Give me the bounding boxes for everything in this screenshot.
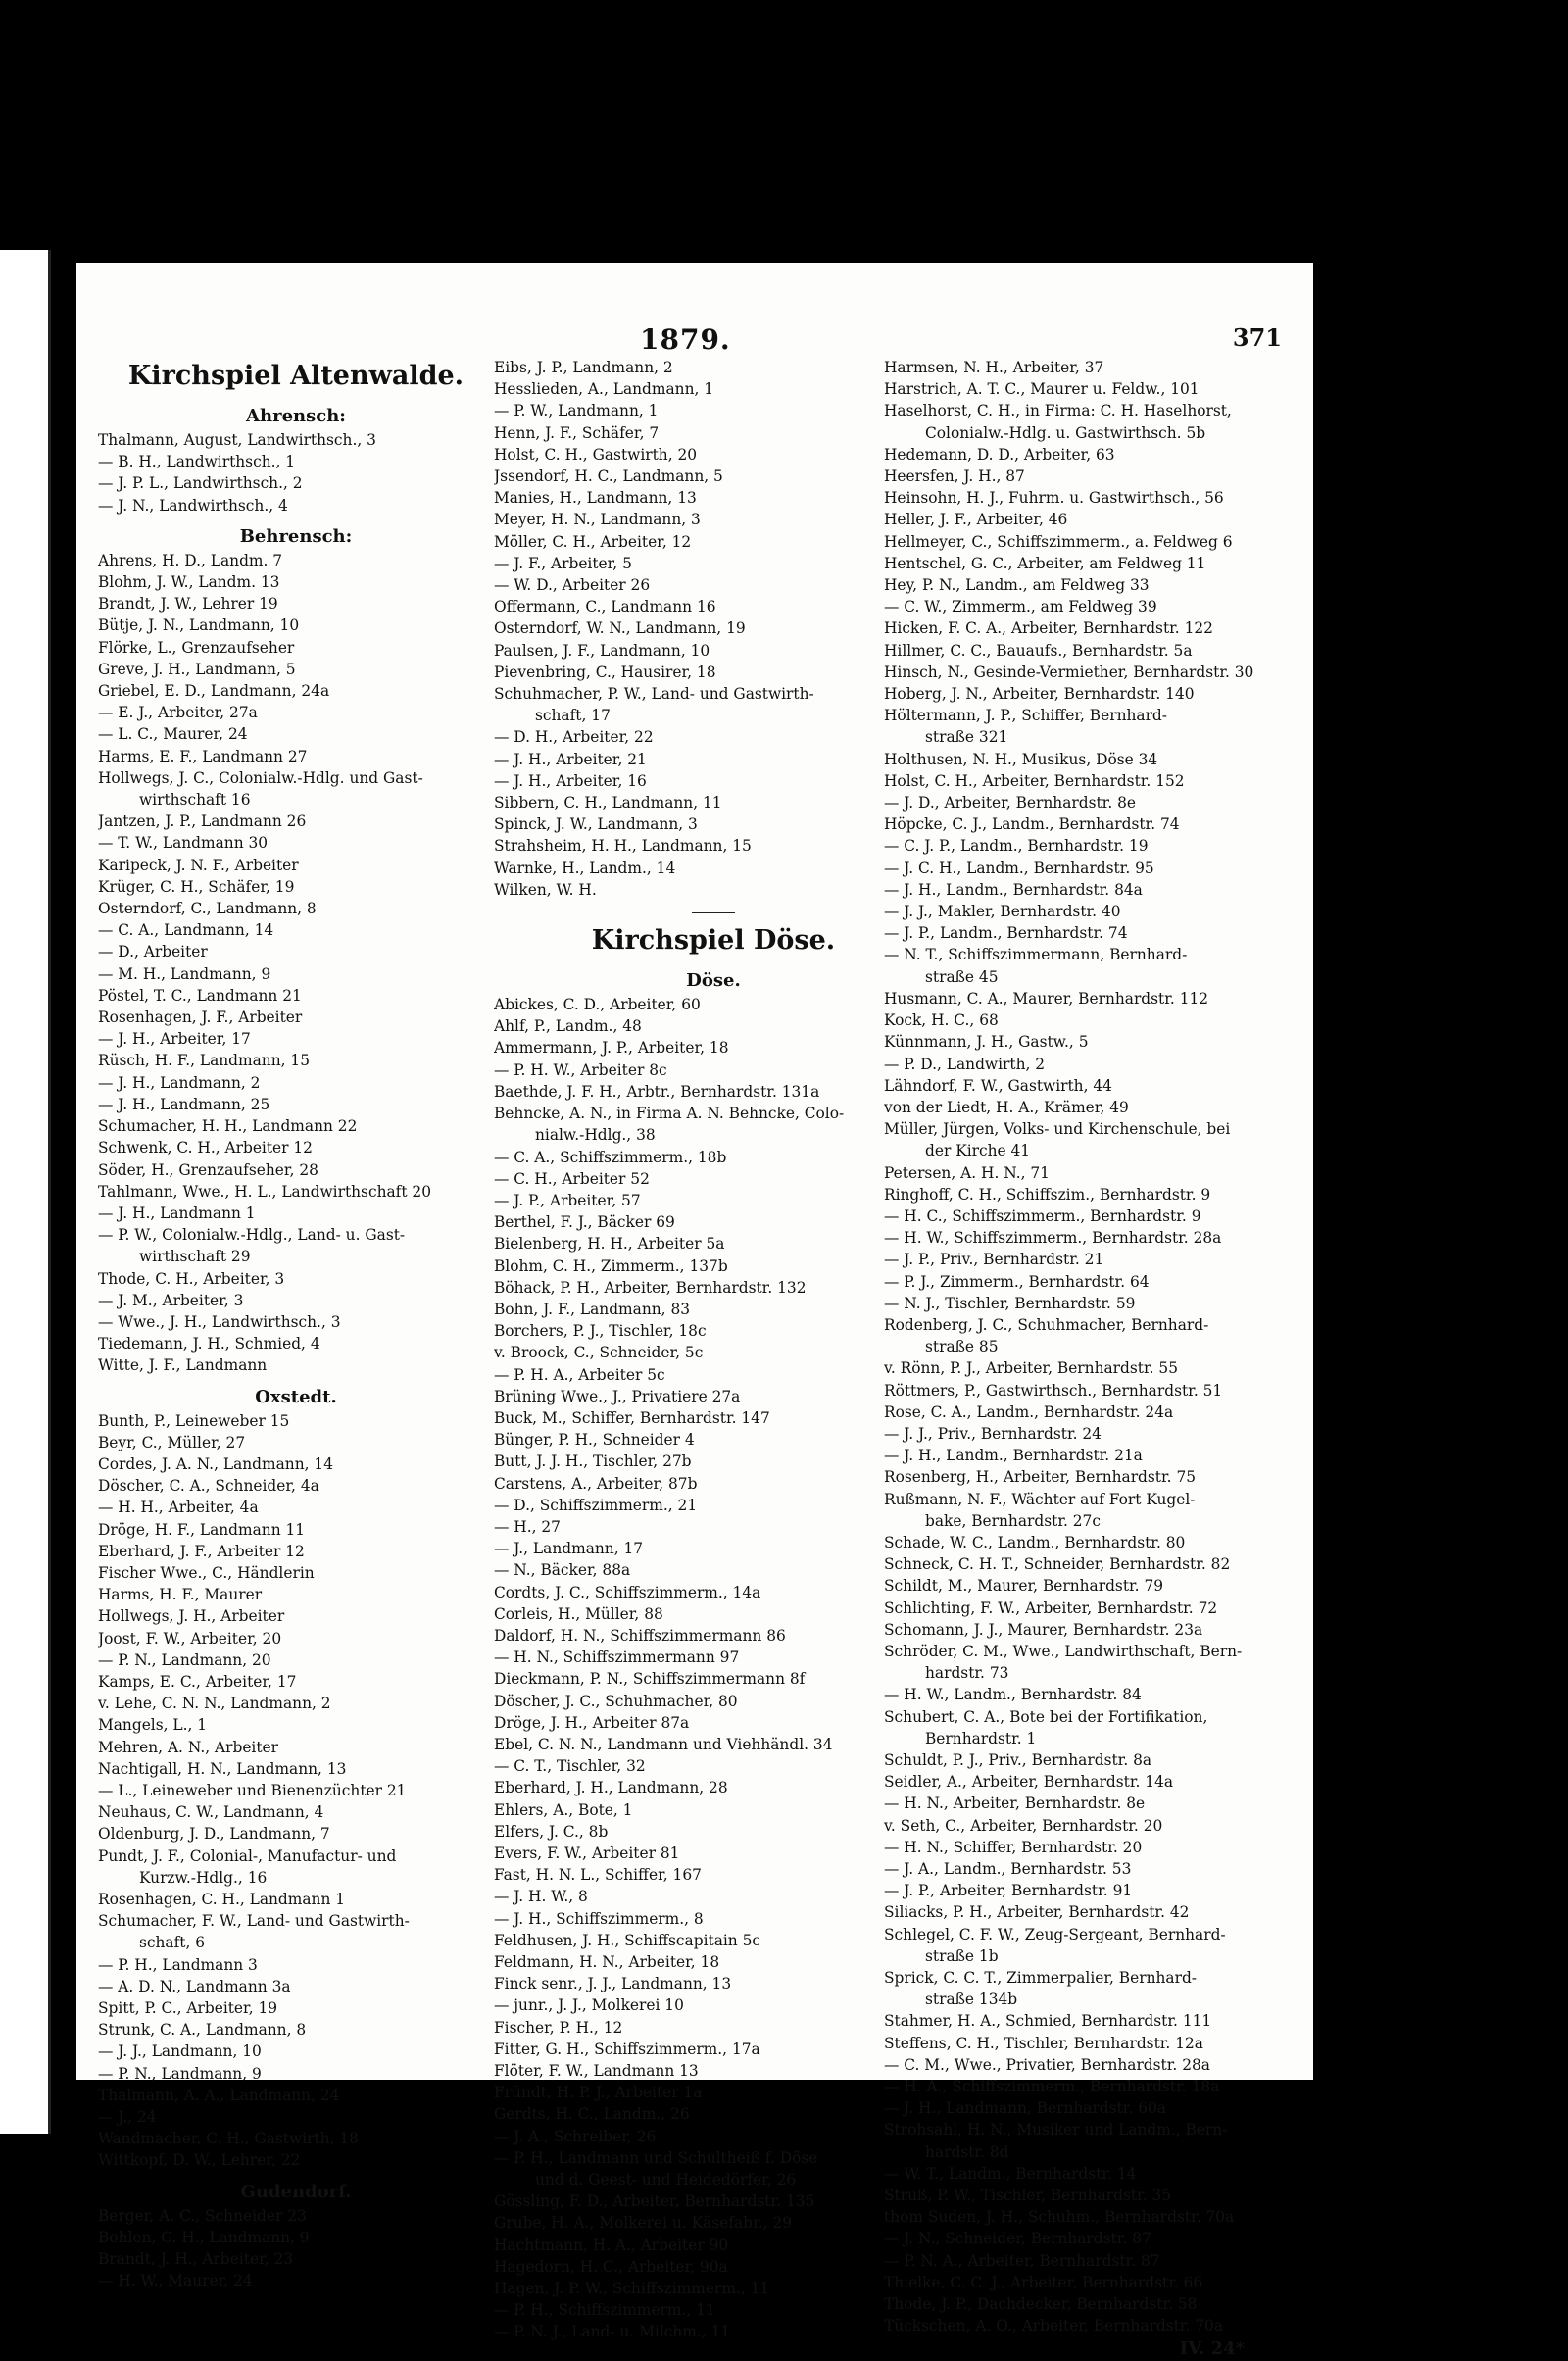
directory-entry: — J. M., Arbeiter, 3 <box>98 1291 244 1309</box>
directory-entry: Tückschen, A. O., Arbeiter, Bernhardstr. 70a <box>884 2317 1224 2336</box>
directory-entry: — J. H., Landmann 1 <box>98 1204 256 1222</box>
directory-entry: Ringhoff, C. H., Schiffszim., Bernhardstr. 9 <box>884 1185 1211 1204</box>
directory-entry: — P. N. J., Land- u. Milchm., 11 <box>494 2323 731 2341</box>
directory-entry: — J. A., Landm., Bernhardstr. 53 <box>884 1860 1132 1879</box>
signature-mark: IV. 24* <box>1179 2338 1245 2360</box>
directory-entry: Rosenhagen, J. F., Arbeiter <box>98 1008 303 1027</box>
directory-entry: Wittkopf, D. W., Lehrer, 22 <box>98 2151 301 2170</box>
directory-entry: Söder, H., Grenzaufseher, 28 <box>98 1160 318 1179</box>
directory-entry: Hoberg, J. N., Arbeiter, Bernhardstr. 140 <box>884 685 1195 704</box>
directory-entry: Pundt, J. F., Colonial-, Manufactur- und <box>98 1846 397 1865</box>
directory-entry: Rüsch, H. F., Landmann, 15 <box>98 1052 311 1070</box>
directory-entry: Fründt, H. P. J., Arbeiter 1a <box>494 2084 703 2102</box>
directory-entry: Pievenbring, C., Hausirer, 18 <box>494 663 716 681</box>
directory-entry: Holthusen, N. H., Musikus, Döse 34 <box>884 750 1158 768</box>
directory-entry: — J. H., Landmann, 2 <box>98 1073 261 1092</box>
directory-entry: Mehren, A. N., Arbeiter <box>98 1738 279 1756</box>
directory-entry: Schade, W. C., Landm., Bernhardstr. 80 <box>884 1533 1186 1551</box>
column-left <box>98 357 494 2291</box>
directory-entry-continuation: der Kirche 41 <box>925 1142 1031 1160</box>
directory-entry: — J., Landmann, 17 <box>494 1540 644 1558</box>
page-number: 371 <box>1232 323 1282 352</box>
directory-entry: — J. H., Landm., Bernhardstr. 21a <box>884 1447 1143 1465</box>
directory-entry: Eibs, J. P., Landmann, 2 <box>494 359 673 376</box>
directory-entry: Eberhard, J. F., Arbeiter 12 <box>98 1542 305 1560</box>
directory-entry: Nachtigall, H. N., Landmann, 13 <box>98 1759 347 1778</box>
directory-entry: — C. T., Tischler, 32 <box>494 1757 646 1776</box>
directory-entry: — J. A., Schreiber, 26 <box>494 2127 657 2145</box>
directory-entry: Daldorf, H. N., Schiffszimmermann 86 <box>494 1626 786 1645</box>
directory-entry: Cordts, J. C., Schiffszimmerm., 14a <box>494 1583 761 1601</box>
directory-entry: — P. H., Schiffszimmerm., 11 <box>494 2301 715 2320</box>
directory-entry: Brüning Wwe., J., Privatiere 27a <box>494 1387 741 1405</box>
directory-entry: Buck, M., Schiffer, Bernhardstr. 147 <box>494 1408 770 1427</box>
directory-entry: — J. H., Arbeiter, 21 <box>494 750 647 768</box>
directory-entry: — J. J., Priv., Bernhardstr. 24 <box>884 1424 1102 1443</box>
locality-heading: Ahrensch: <box>246 406 346 426</box>
directory-entry: — J. D., Arbeiter, Bernhardstr. 8e <box>884 794 1137 812</box>
directory-entry: Flörke, L., Grenzaufseher <box>98 638 295 657</box>
directory-entry: Grube, H. A., Molkerei u. Käsefabr., 29 <box>494 2214 792 2233</box>
directory-entry: Strunk, C. A., Landmann, 8 <box>98 2021 307 2040</box>
directory-entry: — J. P., Priv., Bernhardstr. 21 <box>884 1251 1104 1269</box>
directory-entry-continuation: hardstr. 73 <box>925 1664 1009 1683</box>
directory-entry: Stahmer, H. A., Schmied, Bernhardstr. 111 <box>884 2012 1212 2031</box>
directory-entry: Höpcke, C. J., Landm., Bernhardstr. 74 <box>884 815 1180 834</box>
directory-entry: Neuhaus, C. W., Landmann, 4 <box>98 1803 324 1822</box>
directory-entry: Rußmann, N. F., Wächter auf Fort Kugel- <box>884 1490 1196 1508</box>
directory-entry: — B. H., Landwirthsch., 1 <box>98 453 296 471</box>
directory-entry: Kamps, E. C., Arbeiter, 17 <box>98 1672 297 1691</box>
directory-entry: — J., 24 <box>98 2108 157 2127</box>
directory-entry: Müller, Jürgen, Volks- und Kirchenschule, bei <box>884 1120 1231 1139</box>
locality-heading: Gudendorf. <box>240 2181 352 2202</box>
directory-entry: Strahsheim, H. H., Landmann, 15 <box>494 837 752 856</box>
directory-entry: — J. H., Schiffszimmerm., 8 <box>494 1909 704 1928</box>
directory-entry: Rosenberg, H., Arbeiter, Bernhardstr. 75 <box>884 1468 1197 1487</box>
directory-entry: — W. T., Landm., Bernhardstr. 14 <box>884 2164 1137 2183</box>
directory-entry: Schröder, C. M., Wwe., Landwirthschaft, Bern- <box>884 1642 1243 1660</box>
directory-entry: v. Broock, C., Schneider, 5c <box>494 1344 704 1362</box>
directory-entry: — junr., J. J., Molkerei 10 <box>494 1996 684 2015</box>
page-header <box>76 323 1313 357</box>
directory-entry: — D., Schiffszimmerm., 21 <box>494 1496 698 1514</box>
directory-entry: Fitter, G. H., Schiffszimmerm., 17a <box>494 2040 760 2058</box>
directory-entry: Evers, F. W., Arbeiter 81 <box>494 1845 680 1862</box>
directory-entry: Schlichting, F. W., Arbeiter, Bernhardstr. 72 <box>884 1599 1218 1617</box>
directory-entry-continuation: wirthschaft 16 <box>139 791 251 810</box>
directory-entry: Struß, P. W., Tischler, Bernhardstr. 35 <box>884 2187 1172 2205</box>
directory-entry: — H. N., Schiffer, Bernhardstr. 20 <box>884 1838 1143 1856</box>
directory-entry: Karipeck, J. N. F., Arbeiter <box>98 856 299 874</box>
directory-entry: — P. H. W., Arbeiter 8c <box>494 1060 667 1079</box>
directory-entry: — H. C., Schiffszimmerm., Bernhardstr. 9 <box>884 1206 1201 1225</box>
directory-entry: Hentschel, G. C., Arbeiter, am Feldweg 11 <box>884 554 1206 572</box>
directory-entry: — W. D., Arbeiter 26 <box>494 576 651 595</box>
directory-entry: Ahlf, P., Landm., 48 <box>494 1017 642 1036</box>
directory-entry: Carstens, A., Arbeiter, 87b <box>494 1474 698 1493</box>
directory-entry: Hachtmann, H. A., Arbeiter 90 <box>494 2236 729 2254</box>
directory-entry: — H. W., Schiffszimmerm., Bernhardstr. 28a <box>884 1229 1222 1248</box>
directory-entry: v. Seth, C., Arbeiter, Bernhardstr. 20 <box>884 1816 1163 1835</box>
directory-entry: Heersfen, J. H., 87 <box>884 467 1025 486</box>
page-gutter <box>48 250 51 2134</box>
directory-entry: Osterndorf, W. N., Landmann, 19 <box>494 619 746 638</box>
directory-page <box>76 263 1313 2360</box>
directory-entry: Berthel, F. J., Bäcker 69 <box>494 1213 675 1232</box>
directory-entry: v. Rönn, P. J., Arbeiter, Bernhardstr. 55 <box>884 1359 1178 1378</box>
directory-entry: Krüger, C. H., Schäfer, 19 <box>98 877 295 896</box>
directory-entry-continuation: nialw.-Hdlg., 38 <box>535 1126 656 1145</box>
directory-entry: Wandmacher, C. H., Gastwirth, 18 <box>98 2130 359 2148</box>
directory-entry: von der Liedt, H. A., Krämer, 49 <box>884 1098 1129 1116</box>
directory-entry: Schwenk, C. H., Arbeiter 12 <box>98 1139 313 1157</box>
directory-entry: Harms, E. F., Landmann 27 <box>98 747 308 765</box>
directory-entry: Husmann, C. A., Maurer, Bernhardstr. 112 <box>884 989 1209 1008</box>
directory-entry: — C. A., Schiffszimmerm., 18b <box>494 1148 727 1166</box>
directory-entry: — J. H. W., 8 <box>494 1888 588 1906</box>
directory-entry: — H. W., Maurer, 24 <box>98 2272 253 2290</box>
directory-entry: Hedemann, D. D., Arbeiter, 63 <box>884 445 1115 464</box>
directory-entry: Schomann, J. J., Maurer, Bernhardstr. 23a <box>884 1620 1203 1639</box>
directory-entry: — J. N., Schneider, Bernhardstr. 87 <box>884 2230 1152 2248</box>
directory-entry: — Wwe., J. H., Landwirthsch., 3 <box>98 1312 341 1331</box>
directory-entry: thom Suden, J. H., Schuhm., Bernhardstr. 70a <box>884 2208 1235 2227</box>
directory-entry: Hey, P. N., Landm., am Feldweg 33 <box>884 576 1150 595</box>
section-divider <box>692 912 735 913</box>
directory-entry: — P. J., Zimmerm., Bernhardstr. 64 <box>884 1272 1150 1291</box>
directory-entry: Lähndorf, F. W., Gastwirth, 44 <box>884 1076 1112 1095</box>
directory-entry: Schubert, C. A., Bote bei der Fortifikation, <box>884 1707 1208 1726</box>
directory-entry-continuation: straße 85 <box>925 1338 999 1356</box>
directory-entry: — J. J., Makler, Bernhardstr. 40 <box>884 903 1121 921</box>
directory-entry-continuation: und d. Geest- und Heidedörfer, 26 <box>535 2171 797 2189</box>
directory-entry: Rosenhagen, C. H., Landmann 1 <box>98 1891 346 1908</box>
directory-entry: Cordes, J. A. N., Landmann, 14 <box>98 1454 333 1473</box>
directory-entry-continuation: straße 321 <box>925 728 1008 747</box>
directory-entry: Jantzen, J. P., Landmann 26 <box>98 812 307 831</box>
directory-entry-continuation: schaft, 17 <box>535 707 611 725</box>
directory-entry: Borchers, P. J., Tischler, 18c <box>494 1322 707 1341</box>
directory-entry: — A. D. N., Landmann 3a <box>98 1977 291 1995</box>
directory-entry: — H. A., Schiffszimmerm., Bernhardstr. 18a <box>884 2078 1220 2096</box>
directory-entry: Pöstel, T. C., Landmann 21 <box>98 986 302 1005</box>
locality-heading: Oxstedt. <box>255 1386 337 1407</box>
directory-entry: Tiedemann, J. H., Schmied, 4 <box>98 1335 320 1353</box>
directory-entry: Höltermann, J. P., Schiffer, Bernhard- <box>884 707 1167 725</box>
directory-entry: — J. H., Landm., Bernhardstr. 84a <box>884 880 1143 899</box>
directory-entry: Ammermann, J. P., Arbeiter, 18 <box>494 1039 729 1058</box>
directory-entry: — H. N., Schiffszimmermann 97 <box>494 1648 740 1667</box>
column-middle <box>494 357 933 2343</box>
directory-entry-continuation: hardstr. 8d <box>925 2142 1009 2161</box>
directory-entry: Butt, J. J. H., Tischler, 27b <box>494 1452 692 1471</box>
directory-entry: Corleis, H., Müller, 88 <box>494 1604 663 1623</box>
directory-entry: Haselhorst, C. H., in Firma: C. H. Haselhorst, <box>884 402 1232 420</box>
directory-entry: Beyr, C., Müller, 27 <box>98 1433 246 1451</box>
directory-entry: Heller, J. F., Arbeiter, 46 <box>884 511 1068 529</box>
directory-entry: Spitt, P. C., Arbeiter, 19 <box>98 1999 278 2018</box>
directory-entry: Ahrens, H. D., Landm. 7 <box>98 551 283 569</box>
directory-entry: Feldmann, H. N., Arbeiter, 18 <box>494 1953 720 1972</box>
directory-entry: Harstrich, A. T. C., Maurer u. Feldw., 101 <box>884 380 1200 399</box>
directory-entry: — H., 27 <box>494 1517 561 1536</box>
directory-entry: Dieckmann, P. N., Schiffszimmermann 8f <box>494 1670 806 1689</box>
directory-entry: Brandt, J. W., Lehrer 19 <box>98 595 278 614</box>
directory-entry: — H. N., Arbeiter, Bernhardstr. 8e <box>884 1795 1146 1813</box>
directory-entry: Spinck, J. W., Landmann, 3 <box>494 815 698 834</box>
directory-entry: Döscher, C. A., Schneider, 4a <box>98 1477 319 1496</box>
directory-entry: — J. P., Landm., Bernhardstr. 74 <box>884 924 1128 943</box>
directory-entry: — J. H., Arbeiter, 17 <box>98 1030 251 1049</box>
directory-entry: Ehlers, A., Bote, 1 <box>494 1800 633 1819</box>
parish-heading: Kirchspiel Döse. <box>591 925 836 957</box>
directory-entry: Thode, J. P., Dachdecker, Bernhardstr. 58 <box>884 2295 1198 2314</box>
directory-entry: Bünger, P. H., Schneider 4 <box>494 1431 695 1450</box>
directory-entry: — P. H., Landmann 3 <box>98 1955 258 1974</box>
directory-entry: Bohn, J. F., Landmann, 83 <box>494 1300 691 1318</box>
directory-entry: Holst, C. H., Arbeiter, Bernhardstr. 152 <box>884 771 1185 790</box>
directory-entry: — J. H., Arbeiter, 16 <box>494 771 647 790</box>
directory-entry: Flöter, F. W., Landmann 13 <box>494 2062 699 2081</box>
page-year: 1879. <box>640 323 731 356</box>
directory-entry: Hagen, J. P. W., Schiffszimmerm., 11 <box>494 2280 770 2298</box>
directory-entry: Berger, A. C., Schneider 23 <box>98 2206 307 2225</box>
directory-entry: — H. H., Arbeiter, 4a <box>98 1499 259 1517</box>
directory-entry-continuation: schaft, 6 <box>139 1934 206 1952</box>
directory-entry: Gössling, F. D., Arbeiter, Bernhardstr. 135 <box>494 2192 815 2211</box>
directory-entry: Sibbern, C. H., Landmann, 11 <box>494 794 722 812</box>
directory-entry: — H. W., Landm., Bernhardstr. 84 <box>884 1686 1142 1704</box>
directory-entry: — P. N., Landmann, 20 <box>98 1650 271 1669</box>
directory-entry: Heinsohn, H. J., Fuhrm. u. Gastwirthsch., 56 <box>884 489 1224 508</box>
directory-entry: Döscher, J. C., Schuhmacher, 80 <box>494 1692 738 1710</box>
directory-entry: — L., Leineweber und Bienenzüchter 21 <box>98 1781 407 1799</box>
directory-entry: — J. H., Landmann, Bernhardstr. 60a <box>884 2099 1166 2118</box>
directory-entry: Dröge, H. F., Landmann 11 <box>98 1520 306 1539</box>
directory-entry: Gerdts, H. C., Landm., 26 <box>494 2105 690 2124</box>
directory-entry: Hagedorn, H. C., Arbeiter, 90a <box>494 2257 728 2276</box>
directory-entry: Jssendorf, H. C., Landmann, 5 <box>494 467 723 486</box>
locality-heading: Döse. <box>686 970 741 992</box>
directory-entry: — T. W., Landmann 30 <box>98 834 269 853</box>
directory-entry: — P. N., Landmann, 9 <box>98 2064 262 2083</box>
directory-entry: — P. W., Landmann, 1 <box>494 402 659 420</box>
directory-entry: Fischer, P. H., 12 <box>494 2018 623 2037</box>
directory-entry: Schuldt, P. J., Priv., Bernhardstr. 8a <box>884 1751 1152 1769</box>
directory-entry: — D. H., Arbeiter, 22 <box>494 728 654 747</box>
directory-entry: Hollwegs, J. H., Arbeiter <box>98 1607 285 1626</box>
directory-entry: Bielenberg, H. H., Arbeiter 5a <box>494 1235 725 1254</box>
directory-entry-continuation: Colonialw.-Hdlg. u. Gastwirthsch. 5b <box>925 423 1206 442</box>
directory-entry: — N. T., Schiffszimmermann, Bernhard- <box>884 946 1188 964</box>
directory-entry: — L. C., Maurer, 24 <box>98 725 248 744</box>
directory-entry: Henn, J. F., Schäfer, 7 <box>494 423 660 442</box>
directory-entry: — J. J., Landmann, 10 <box>98 2042 262 2061</box>
directory-entry: Griebel, E. D., Landmann, 24a <box>98 682 330 701</box>
directory-entry: — J. H., Landmann, 25 <box>98 1095 270 1113</box>
directory-entry: Strohsahl, H. N., Musiker und Landm., Bern- <box>884 2121 1228 2140</box>
directory-entry: Hicken, F. C. A., Arbeiter, Bernhardstr. 122 <box>884 619 1213 638</box>
directory-entry: Harms, H. F., Maurer <box>98 1586 263 1604</box>
directory-entry: — J. N., Landwirthsch., 4 <box>98 496 288 515</box>
directory-entry: Warnke, H., Landm., 14 <box>494 859 676 877</box>
directory-entry: Schlegel, C. F. W., Zeug-Sergeant, Bernhard- <box>884 1925 1226 1943</box>
locality-heading: Behrensch: <box>239 525 353 547</box>
directory-entry: — N. J., Tischler, Bernhardstr. 59 <box>884 1294 1136 1312</box>
column-right <box>884 357 1303 2361</box>
directory-entry: Schumacher, H. H., Landmann 22 <box>98 1117 358 1136</box>
directory-entry: Hellmeyer, C., Schiffszimmerm., a. Feldweg 6 <box>884 532 1233 551</box>
directory-entry: Meyer, H. N., Landmann, 3 <box>494 511 701 529</box>
directory-entry: Hesslieden, A., Landmann, 1 <box>494 380 714 399</box>
directory-entry: Offermann, C., Landmann 16 <box>494 598 716 616</box>
directory-entry: Bohlen, C. H., Landmann, 9 <box>98 2228 310 2246</box>
directory-entry-continuation: Bernhardstr. 1 <box>925 1729 1037 1747</box>
directory-entry: — C. W., Zimmerm., am Feldweg 39 <box>884 598 1157 616</box>
directory-entry: Fast, H. N. L., Schiffer, 167 <box>494 1866 702 1885</box>
directory-entry: Hollwegs, J. C., Colonialw.-Hdlg. und Gast- <box>98 768 423 787</box>
directory-entry: Hillmer, C. C., Bauaufs., Bernhardstr. 5a <box>884 641 1193 660</box>
directory-entry: Rodenberg, J. C., Schuhmacher, Bernhard- <box>884 1315 1209 1334</box>
directory-entry: — E. J., Arbeiter, 27a <box>98 704 258 722</box>
directory-entry: — P. N. A., Arbeiter, Bernhardstr. 87 <box>884 2251 1160 2270</box>
directory-entry: Osterndorf, C., Landmann, 8 <box>98 900 317 918</box>
parish-heading: Kirchspiel Altenwalde. <box>127 361 465 391</box>
directory-entry: Dröge, J. H., Arbeiter 87a <box>494 1713 690 1732</box>
directory-entry: — P. W., Colonialw.-Hdlg., Land- u. Gast- <box>98 1226 406 1245</box>
directory-entry: Eberhard, J. H., Landmann, 28 <box>494 1779 728 1797</box>
directory-entry: Brandt, J. H., Arbeiter, 23 <box>98 2250 294 2269</box>
directory-entry: Möller, C. H., Arbeiter, 12 <box>494 532 692 551</box>
directory-entry: Künnmann, J. H., Gastw., 5 <box>884 1033 1089 1052</box>
directory-entry: Wilken, W. H. <box>494 880 597 899</box>
directory-entry: v. Lehe, C. N. N., Landmann, 2 <box>98 1695 331 1713</box>
directory-entry: Rose, C. A., Landm., Bernhardstr. 24a <box>884 1402 1174 1421</box>
directory-entry: Blohm, J. W., Landm. 13 <box>98 573 280 592</box>
directory-entry: — J. P. L., Landwirthsch., 2 <box>98 474 303 493</box>
directory-entry: — C. A., Landmann, 14 <box>98 921 274 940</box>
directory-entry: Bunth, P., Leineweber 15 <box>98 1411 290 1430</box>
directory-entry: Hinsch, N., Gesinde-Vermiether, Bernhardstr. 30 <box>884 663 1254 681</box>
directory-entry-continuation: straße 1b <box>925 1946 999 1965</box>
directory-entry: Sprick, C. C. T., Zimmerpalier, Bernhard- <box>884 1969 1197 1988</box>
directory-entry: Baethde, J. F. H., Arbtr., Bernhardstr. 131a <box>494 1082 820 1101</box>
directory-entry: Abickes, C. D., Arbeiter, 60 <box>494 996 701 1014</box>
directory-entry-continuation: straße 134b <box>925 1991 1018 2009</box>
directory-entry: Feldhusen, J. H., Schiffscapitain 5c <box>494 1931 761 1949</box>
adjacent-page-edge <box>0 250 51 2134</box>
directory-entry: — C. H., Arbeiter 52 <box>494 1169 650 1188</box>
directory-entry: Blohm, C. H., Zimmerm., 137b <box>494 1256 728 1275</box>
directory-entry: — N., Bäcker, 88a <box>494 1561 631 1580</box>
directory-entry: Böhack, P. H., Arbeiter, Bernhardstr. 132 <box>494 1278 807 1297</box>
directory-entry: — P. H., Landmann und Schultheiß f. Döse <box>494 2148 818 2167</box>
directory-entry-continuation: Kurzw.-Hdlg., 16 <box>139 1868 268 1887</box>
directory-entry-continuation: straße 45 <box>925 967 999 986</box>
directory-entry: Manies, H., Landmann, 13 <box>494 489 697 508</box>
directory-entry: — J. P., Arbeiter, 57 <box>494 1191 641 1209</box>
directory-entry: — J. F., Arbeiter, 5 <box>494 554 632 572</box>
directory-entry: Fischer Wwe., C., Händlerin <box>98 1563 315 1582</box>
directory-entry: Thode, C. H., Arbeiter, 3 <box>98 1269 285 1288</box>
directory-entry: — D., Arbeiter <box>98 943 208 961</box>
directory-entry: Elfers, J. C., 8b <box>494 1822 609 1841</box>
directory-entry: Kock, H. C., 68 <box>884 1011 999 1030</box>
directory-entry: Thielke, C. C. J., Arbeiter, Bernhardstr. 66 <box>884 2273 1203 2291</box>
directory-entry: Paulsen, J. F., Landmann, 10 <box>494 641 710 660</box>
directory-entry: Greve, J. H., Landmann, 5 <box>98 660 296 678</box>
directory-entry: — J. P., Arbeiter, Bernhardstr. 91 <box>884 1882 1133 1900</box>
directory-entry: Holst, C. H., Gastwirth, 20 <box>494 445 698 464</box>
directory-entry: Schildt, M., Maurer, Bernhardstr. 79 <box>884 1577 1164 1596</box>
directory-entry: — M. H., Landmann, 9 <box>98 964 271 983</box>
directory-entry: Harmsen, N. H., Arbeiter, 37 <box>884 359 1104 376</box>
directory-entry: Tahlmann, Wwe., H. L., Landwirthschaft 20 <box>98 1182 432 1201</box>
directory-entry: — C. M., Wwe., Privatier, Bernhardstr. 28a <box>884 2055 1210 2074</box>
directory-entry: Thalmann, A. A., Landmann, 24 <box>98 2086 340 2104</box>
directory-entry: Petersen, A. H. N., 71 <box>884 1163 1050 1182</box>
directory-entry: Schuhmacher, P. W., Land- und Gastwirth- <box>494 685 814 704</box>
directory-entry: Witte, J. F., Landmann <box>98 1356 268 1375</box>
directory-entry-continuation: bake, Bernhardstr. 27c <box>925 1511 1101 1530</box>
directory-entry: Siliacks, P. H., Arbeiter, Bernhardstr. 42 <box>884 1903 1190 1922</box>
directory-entry: Bütje, J. N., Landmann, 10 <box>98 616 300 635</box>
directory-entry: Finck senr., J. J., Landmann, 13 <box>494 1975 732 1993</box>
directory-entry-continuation: wirthschaft 29 <box>139 1248 251 1266</box>
directory-entry: — J. C. H., Landm., Bernhardstr. 95 <box>884 859 1154 877</box>
directory-entry: Steffens, C. H., Tischler, Bernhardstr. 12a <box>884 2034 1203 2052</box>
directory-entry: Joost, F. W., Arbeiter, 20 <box>98 1629 282 1648</box>
directory-entry: Mangels, L., 1 <box>98 1716 208 1735</box>
directory-entry: Behncke, A. N., in Firma A. N. Behncke, Colo- <box>494 1105 845 1123</box>
directory-entry: Schumacher, F. W., Land- und Gastwirth- <box>98 1912 410 1931</box>
directory-entry: Thalmann, August, Landwirthsch., 3 <box>98 431 376 449</box>
directory-entry: — P. D., Landwirth, 2 <box>884 1055 1046 1073</box>
directory-entry: Ebel, C. N. N., Landmann und Viehhändl. 34 <box>494 1735 833 1753</box>
directory-entry: — P. H. A., Arbeiter 5c <box>494 1365 665 1384</box>
directory-entry: Röttmers, P., Gastwirthsch., Bernhardstr. 51 <box>884 1381 1223 1400</box>
directory-entry: Oldenburg, J. D., Landmann, 7 <box>98 1825 330 1844</box>
directory-entry: Schneck, C. H. T., Schneider, Bernhardstr. 82 <box>884 1555 1231 1574</box>
directory-entry: — C. J. P., Landm., Bernhardstr. 19 <box>884 837 1149 856</box>
directory-entry: Seidler, A., Arbeiter, Bernhardstr. 14a <box>884 1773 1174 1792</box>
